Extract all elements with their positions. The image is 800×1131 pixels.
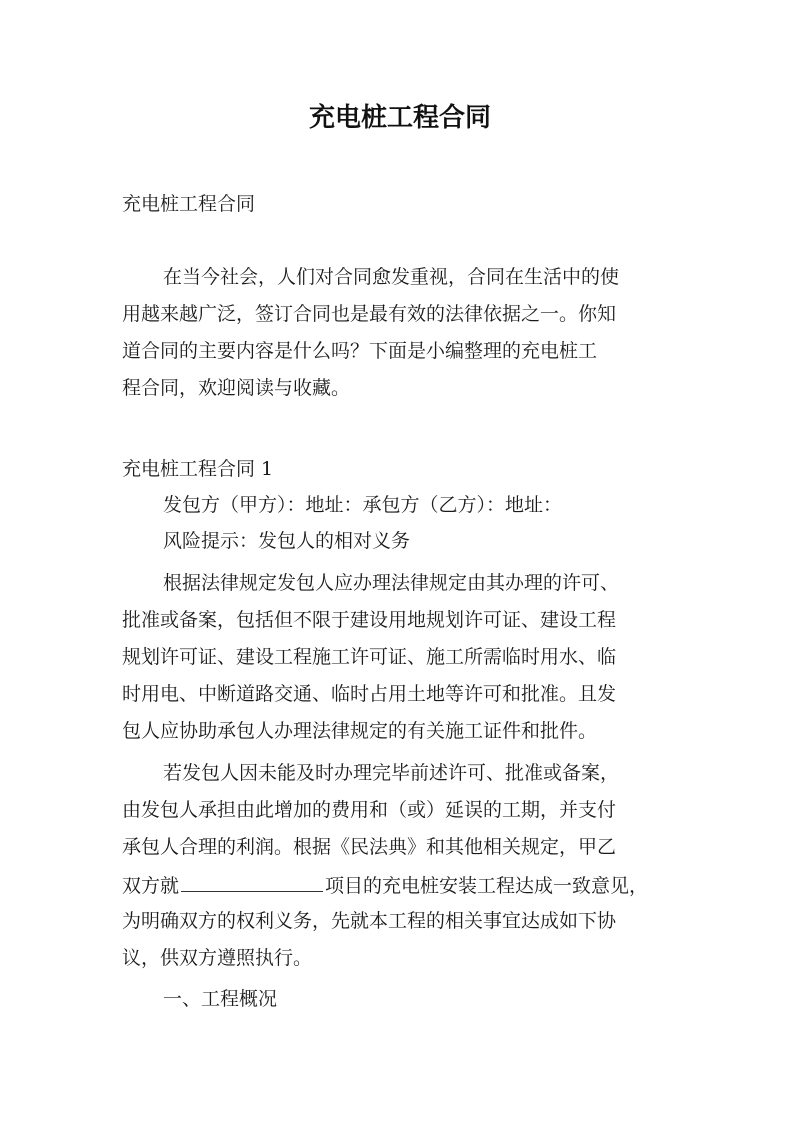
paragraph-line: 由发包人承担由此增加的费用和（或）延误的工期，并支付 bbox=[122, 799, 617, 821]
intro-line: 程合同，欢迎阅读与收藏。 bbox=[122, 377, 351, 399]
risk-tip: 风险提示：发包人的相对义务 bbox=[163, 530, 411, 552]
paragraph-line: 承包人合理的利润。根据《民法典》和其他相关规定，甲乙 bbox=[122, 836, 617, 858]
text-before-blank: 双方就 bbox=[122, 875, 180, 897]
paragraph-line-with-blank bbox=[122, 871, 648, 899]
fill-in-blank[interactable] bbox=[181, 871, 323, 892]
intro-line: 用越来越广泛，签订合同也是最有效的法律依据之一。你知 bbox=[122, 303, 617, 325]
paragraph-line: 为明确双方的权利义务，先就本工程的相关事宜达成如下协 bbox=[122, 910, 617, 932]
paragraph-line: 若发包人因未能及时办理完毕前述许可、批准或备案， bbox=[163, 762, 620, 784]
paragraph-line: 时用电、中断道路交通、临时占用土地等许可和批准。且发 bbox=[122, 683, 617, 705]
document-subtitle: 充电桩工程合同 bbox=[122, 193, 256, 215]
intro-line: 道合同的主要内容是什么吗？下面是小编整理的充电桩工 bbox=[122, 340, 598, 362]
section-one-heading: 一、工程概况 bbox=[163, 988, 278, 1010]
paragraph-line: 包人应协助承包人办理法律规定的有关施工证件和批件。 bbox=[122, 720, 598, 742]
paragraph-line: 议，供双方遵照执行。 bbox=[122, 947, 313, 969]
section-heading: 充电桩工程合同 1 bbox=[122, 458, 274, 480]
paragraph-line: 根据法律规定发包人应办理法律规定由其办理的许可、 bbox=[163, 572, 620, 594]
paragraph-line: 规划许可证、建设工程施工许可证、施工所需临时用水、临 bbox=[122, 646, 617, 668]
intro-line: 在当今社会，人们对合同愈发重视，合同在生活中的使 bbox=[163, 266, 620, 288]
parties-line: 发包方（甲方）：地址：承包方（乙方）：地址： bbox=[163, 494, 563, 516]
paragraph-line: 批准或备案，包括但不限于建设用地规划许可证、建设工程 bbox=[122, 609, 617, 631]
text-after-blank: 项目的充电桩安装工程达成一致意见， bbox=[325, 875, 649, 897]
document-title: 充电桩工程合同 bbox=[308, 103, 491, 133]
